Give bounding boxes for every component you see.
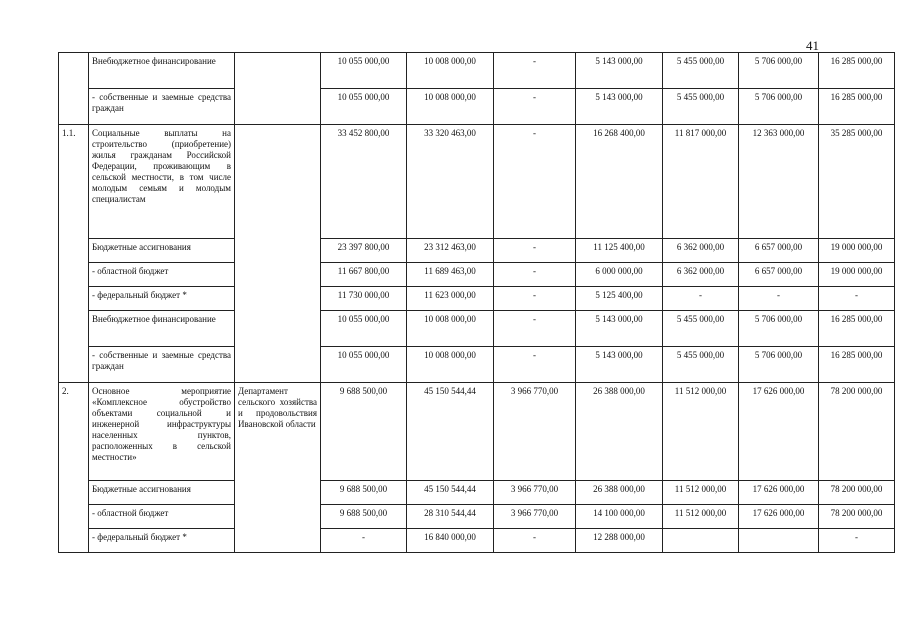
- amount-cell-7: 19 000 000,00: [819, 239, 895, 263]
- amount-cell-1: 10 055 000,00: [321, 53, 407, 89]
- amount-cell-7: 19 000 000,00: [819, 263, 895, 287]
- row-description: - федеральный бюджет *: [89, 529, 235, 553]
- amount-cell-5: 5 455 000,00: [663, 311, 739, 347]
- row-description: Социальные выплаты на строительство (приобретение) жилья гражданам Российской Федерации, проживающим в сельской местности, в том числе молодым семьям и молодым специалистам: [89, 125, 235, 239]
- row-index: 2.: [59, 383, 89, 553]
- page-number: 41: [806, 38, 819, 53]
- amount-cell-2: 28 310 544,44: [407, 505, 494, 529]
- amount-cell-2: 10 008 000,00: [407, 311, 494, 347]
- table-row: [59, 287, 895, 311]
- amount-cell-4: 5 143 000,00: [576, 89, 663, 125]
- amount-cell-3: 3 966 770,00: [494, 383, 576, 481]
- amount-cell-6: 17 626 000,00: [739, 481, 819, 505]
- table-row: [59, 347, 895, 383]
- row-description: Внебюджетное финансирование: [89, 53, 235, 89]
- amount-cell-5: 11 512 000,00: [663, 505, 739, 529]
- amount-cell-6: [739, 529, 819, 553]
- amount-cell-4: 16 268 400,00: [576, 125, 663, 239]
- amount-cell-3: -: [494, 287, 576, 311]
- amount-cell-3: -: [494, 263, 576, 287]
- amount-cell-6: 17 626 000,00: [739, 383, 819, 481]
- row-description: Внебюджетное финансирование: [89, 311, 235, 347]
- table-row: [59, 505, 895, 529]
- table-row: [59, 263, 895, 287]
- row-index: 1.1.: [59, 125, 89, 383]
- amount-cell-2: 45 150 544,44: [407, 383, 494, 481]
- amount-cell-5: 11 817 000,00: [663, 125, 739, 239]
- table-row: [59, 481, 895, 505]
- amount-cell-3: -: [494, 311, 576, 347]
- row-index: [59, 53, 89, 125]
- amount-cell-1: 23 397 800,00: [321, 239, 407, 263]
- amount-cell-4: 5 143 000,00: [576, 347, 663, 383]
- amount-cell-2: 16 840 000,00: [407, 529, 494, 553]
- amount-cell-7: 16 285 000,00: [819, 89, 895, 125]
- amount-cell-3: 3 966 770,00: [494, 505, 576, 529]
- row-description: Бюджетные ассигнования: [89, 481, 235, 505]
- row-description: - федеральный бюджет *: [89, 287, 235, 311]
- amount-cell-1: 9 688 500,00: [321, 505, 407, 529]
- row-description: - областной бюджет: [89, 505, 235, 529]
- amount-cell-3: -: [494, 239, 576, 263]
- amount-cell-6: 17 626 000,00: [739, 505, 819, 529]
- amount-cell-7: -: [819, 287, 895, 311]
- amount-cell-6: 5 706 000,00: [739, 311, 819, 347]
- row-description: - областной бюджет: [89, 263, 235, 287]
- amount-cell-2: 33 320 463,00: [407, 125, 494, 239]
- amount-cell-3: 3 966 770,00: [494, 481, 576, 505]
- amount-cell-3: -: [494, 347, 576, 383]
- amount-cell-2: 11 689 463,00: [407, 263, 494, 287]
- amount-cell-5: 11 512 000,00: [663, 481, 739, 505]
- amount-cell-1: 11 667 800,00: [321, 263, 407, 287]
- amount-cell-6: 5 706 000,00: [739, 347, 819, 383]
- responsible-executor: [235, 53, 321, 125]
- amount-cell-1: -: [321, 529, 407, 553]
- amount-cell-5: 5 455 000,00: [663, 53, 739, 89]
- amount-cell-1: 10 055 000,00: [321, 311, 407, 347]
- amount-cell-3: -: [494, 89, 576, 125]
- amount-cell-4: 11 125 400,00: [576, 239, 663, 263]
- table-row: [59, 89, 895, 125]
- amount-cell-7: 16 285 000,00: [819, 311, 895, 347]
- amount-cell-3: -: [494, 125, 576, 239]
- amount-cell-4: 5 143 000,00: [576, 311, 663, 347]
- row-description: Основное мероприятие «Комплексное обустройство объектами социальной и инженерной инфраструктуры населенных пунктов, расположенных в сельской местности»: [89, 383, 235, 481]
- amount-cell-6: 5 706 000,00: [739, 53, 819, 89]
- amount-cell-5: 5 455 000,00: [663, 347, 739, 383]
- amount-cell-7: 78 200 000,00: [819, 481, 895, 505]
- responsible-executor: [235, 125, 321, 383]
- amount-cell-2: 11 623 000,00: [407, 287, 494, 311]
- amount-cell-1: 11 730 000,00: [321, 287, 407, 311]
- amount-cell-1: 10 055 000,00: [321, 89, 407, 125]
- amount-cell-2: 45 150 544,44: [407, 481, 494, 505]
- amount-cell-7: 78 200 000,00: [819, 505, 895, 529]
- amount-cell-7: 78 200 000,00: [819, 383, 895, 481]
- row-description: - собственные и заемные средства граждан: [89, 347, 235, 383]
- amount-cell-1: 33 452 800,00: [321, 125, 407, 239]
- table-row: [59, 383, 895, 481]
- table-row: [59, 529, 895, 553]
- amount-cell-2: 23 312 463,00: [407, 239, 494, 263]
- amount-cell-6: -: [739, 287, 819, 311]
- row-description: Бюджетные ассигнования: [89, 239, 235, 263]
- table-row: [59, 311, 895, 347]
- row-description: - собственные и заемные средства граждан: [89, 89, 235, 125]
- table-row: [59, 125, 895, 239]
- amount-cell-6: 5 706 000,00: [739, 89, 819, 125]
- amount-cell-7: 16 285 000,00: [819, 347, 895, 383]
- amount-cell-4: 26 388 000,00: [576, 481, 663, 505]
- amount-cell-6: 12 363 000,00: [739, 125, 819, 239]
- amount-cell-3: -: [494, 53, 576, 89]
- amount-cell-2: 10 008 000,00: [407, 53, 494, 89]
- amount-cell-5: -: [663, 287, 739, 311]
- amount-cell-4: 5 143 000,00: [576, 53, 663, 89]
- amount-cell-7: -: [819, 529, 895, 553]
- amount-cell-4: 26 388 000,00: [576, 383, 663, 481]
- amount-cell-5: 5 455 000,00: [663, 89, 739, 125]
- table-row: [59, 53, 895, 89]
- amount-cell-3: -: [494, 529, 576, 553]
- amount-cell-4: 12 288 000,00: [576, 529, 663, 553]
- amount-cell-7: 35 285 000,00: [819, 125, 895, 239]
- amount-cell-5: 11 512 000,00: [663, 383, 739, 481]
- amount-cell-7: 16 285 000,00: [819, 53, 895, 89]
- amount-cell-1: 10 055 000,00: [321, 347, 407, 383]
- budget-table: [58, 52, 895, 553]
- amount-cell-5: 6 362 000,00: [663, 263, 739, 287]
- amount-cell-2: 10 008 000,00: [407, 347, 494, 383]
- amount-cell-1: 9 688 500,00: [321, 481, 407, 505]
- amount-cell-6: 6 657 000,00: [739, 239, 819, 263]
- amount-cell-1: 9 688 500,00: [321, 383, 407, 481]
- table-row: [59, 239, 895, 263]
- amount-cell-2: 10 008 000,00: [407, 89, 494, 125]
- amount-cell-4: 5 125 400,00: [576, 287, 663, 311]
- amount-cell-4: 14 100 000,00: [576, 505, 663, 529]
- responsible-executor: Департамент сельского хозяйства и продовольствия Ивановской области: [235, 383, 321, 553]
- amount-cell-5: [663, 529, 739, 553]
- amount-cell-6: 6 657 000,00: [739, 263, 819, 287]
- amount-cell-4: 6 000 000,00: [576, 263, 663, 287]
- amount-cell-5: 6 362 000,00: [663, 239, 739, 263]
